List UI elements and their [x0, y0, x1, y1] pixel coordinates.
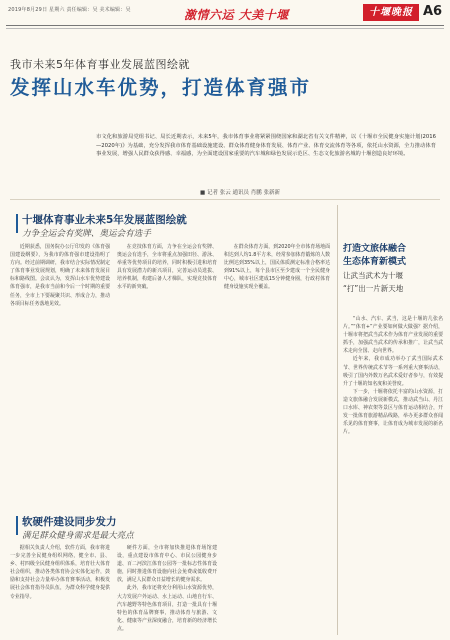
sidebar-subtitle-line2: “打”出一片新天地 [343, 284, 404, 293]
sidebar-title-line2: 生态体育新模式 [343, 256, 407, 267]
section1-column-3 [224, 243, 330, 638]
section2-paragraph: 硬件方面，全市将加快推进体育场馆建设，重点建设市体育中心、市民公园健身步道、百二河滨江体育公园等一批标志性体育设施，同时推进体育设施向社会免费或低收费开放，满足人民群众日益增长的健身需求。 [117, 545, 217, 584]
section2-heading: 软硬件建设同步发力 [22, 516, 117, 528]
section2-column-2 [117, 544, 217, 638]
article-title: 发挥山水车优势，打造体育强市 [10, 76, 312, 99]
sidebar-body [343, 315, 443, 637]
header-divider [6, 25, 444, 26]
section2-accent-bar [16, 516, 18, 535]
sidebar-paragraph: 近年来，我市成功举办了武当国际武术节、世界传统武术节等一系列重大赛事活动，吸引了国内外数万名武术爱好者参与，有效提升了十堰的知名度和美誉度。 [343, 356, 443, 387]
sidebar-subtitle-line1: 让武当武术为十堰 [343, 271, 403, 280]
section2-subheading: 满足群众健身需求是最大亮点 [22, 531, 134, 541]
section2-paragraph: 据相关负责人介绍，软件方面，我市将进一步完善全民健身组织网络，健全市、县、乡、村四级全民健身组织体系，培育壮大体育社会组织，推动各类体育协会实体化运作，鼓励和支持社会力量举办体育赛事活动，积极发展社会体育指导员队伍，为群众科学健身提供专业指导。 [10, 545, 110, 600]
section1-heading: 十堰体育事业未来5年发展蓝图绘就 [22, 214, 187, 226]
page-header [0, 0, 450, 26]
header-date-line: 2019年8月29日 星期六 责任编辑：吴 美术编辑：吴 [8, 7, 131, 13]
section2-paragraph: 此外，我市还将充分利用山水资源优势，大力发展户外运动、水上运动、山地自行车、汽车越野等特色体育项目，打造一批具有十堰特色的体育品牌赛事，推动体育与旅游、文化、健康等产业深度融合，培育新的经济增长点。 [117, 585, 217, 632]
section1-paragraph: 在竞技体育方面，力争在全运会有奖牌、奥运会有选手，全市将重点加强田径、游泳、举重等优势项目的培养，同时积极引进和培育具有发展潜力的新兴项目，完善运动员选拔、培养机制，构建后备人才梯队，实现竞技体育水平的新突破。 [117, 244, 217, 291]
section1-paragraph: 近期获悉，国务院办公厅印发的《体育强国建设纲要》，为我市的体育强市建设指明了方向。经过前期调研，我市结合实际情况制定了体育事业发展规划，明确了未来体育发展目标和路线图。会议认为，发挥山水车优势建设体育强市，是我市当前和今后一个时期的重要任务，全市上下要凝聚共识、形成合力，推动各项目标任务落地见效。 [10, 244, 110, 307]
page-number: A6 [423, 4, 443, 19]
header-divider-thin [6, 28, 444, 29]
header-slogan: 激情六运 大美十堰 [184, 8, 289, 22]
lead-divider [10, 199, 440, 200]
article-byline: ■ 记者 张云 通讯员 肖鹏 张新新 [200, 190, 280, 196]
sidebar-title-line1: 打造文旅体融合 [343, 244, 407, 254]
section1-paragraph: 在群众体育方面，到2020年全市体育场地面积达到人均1.8平方米，经常参加体育锻炼的人数比例达到35%以上，国民体质测定标准合格率达到91%以上，每个县市区至少建成一个全民健身中心，城市社区建成15分钟健身圈，行政村体育健身设施实现全覆盖。 [224, 244, 330, 291]
section1-column-2 [117, 243, 217, 515]
newspaper-logo: 十堰晚报 [363, 4, 419, 21]
section1-column-1 [10, 243, 110, 515]
section1-subheading: 力争全运会有奖牌、奥运会有选手 [22, 229, 151, 239]
section1-accent-bar [16, 214, 18, 233]
section2-column-1 [10, 544, 110, 638]
article-kicker: 我市未来5年体育事业发展蓝图绘就 [10, 58, 190, 71]
sidebar-paragraph: “山水、汽车、武当，这是十堰的几张名片。”“体育+”产业要如何做大做强？据介绍，十堰市将把武当武术作为体育产业发展的重要抓手，加强武当武术的传承和推广，让武当武术走向全国、走向世界。 [343, 316, 443, 355]
article-lead: 市文化和旅游局党组书记、局长近期表示，未来5年，我市体育事业将紧紧围绕国家和湖北省有关文件精神，以《十堰市全民健身实施计划(2016—2020年)》为基础，充分发挥我市体育基础设施建设、群众体育健身体育发展、体育产业、体育交流体育等各项，依托山水资源，全力推动体育事业发展，增强人民群众获得感、幸福感，为全面建设国家重要的汽车城和绿色发展示范区、生态文化旅游名城的十堰创造良好环境。 [96, 134, 436, 158]
sidebar-paragraph: 下一步，十堰将依托丰富的山水资源，打造文旅体融合发展新模式，推动武当山、丹江口水库、神农架等景区与体育运动相结合，开发一批体育旅游精品线路，举办更多群众喜闻乐见的体育赛事，让体育成为城市发展的新名片。 [343, 388, 443, 436]
sidebar-divider [337, 205, 338, 635]
sidebar-heading-block [343, 243, 443, 294]
